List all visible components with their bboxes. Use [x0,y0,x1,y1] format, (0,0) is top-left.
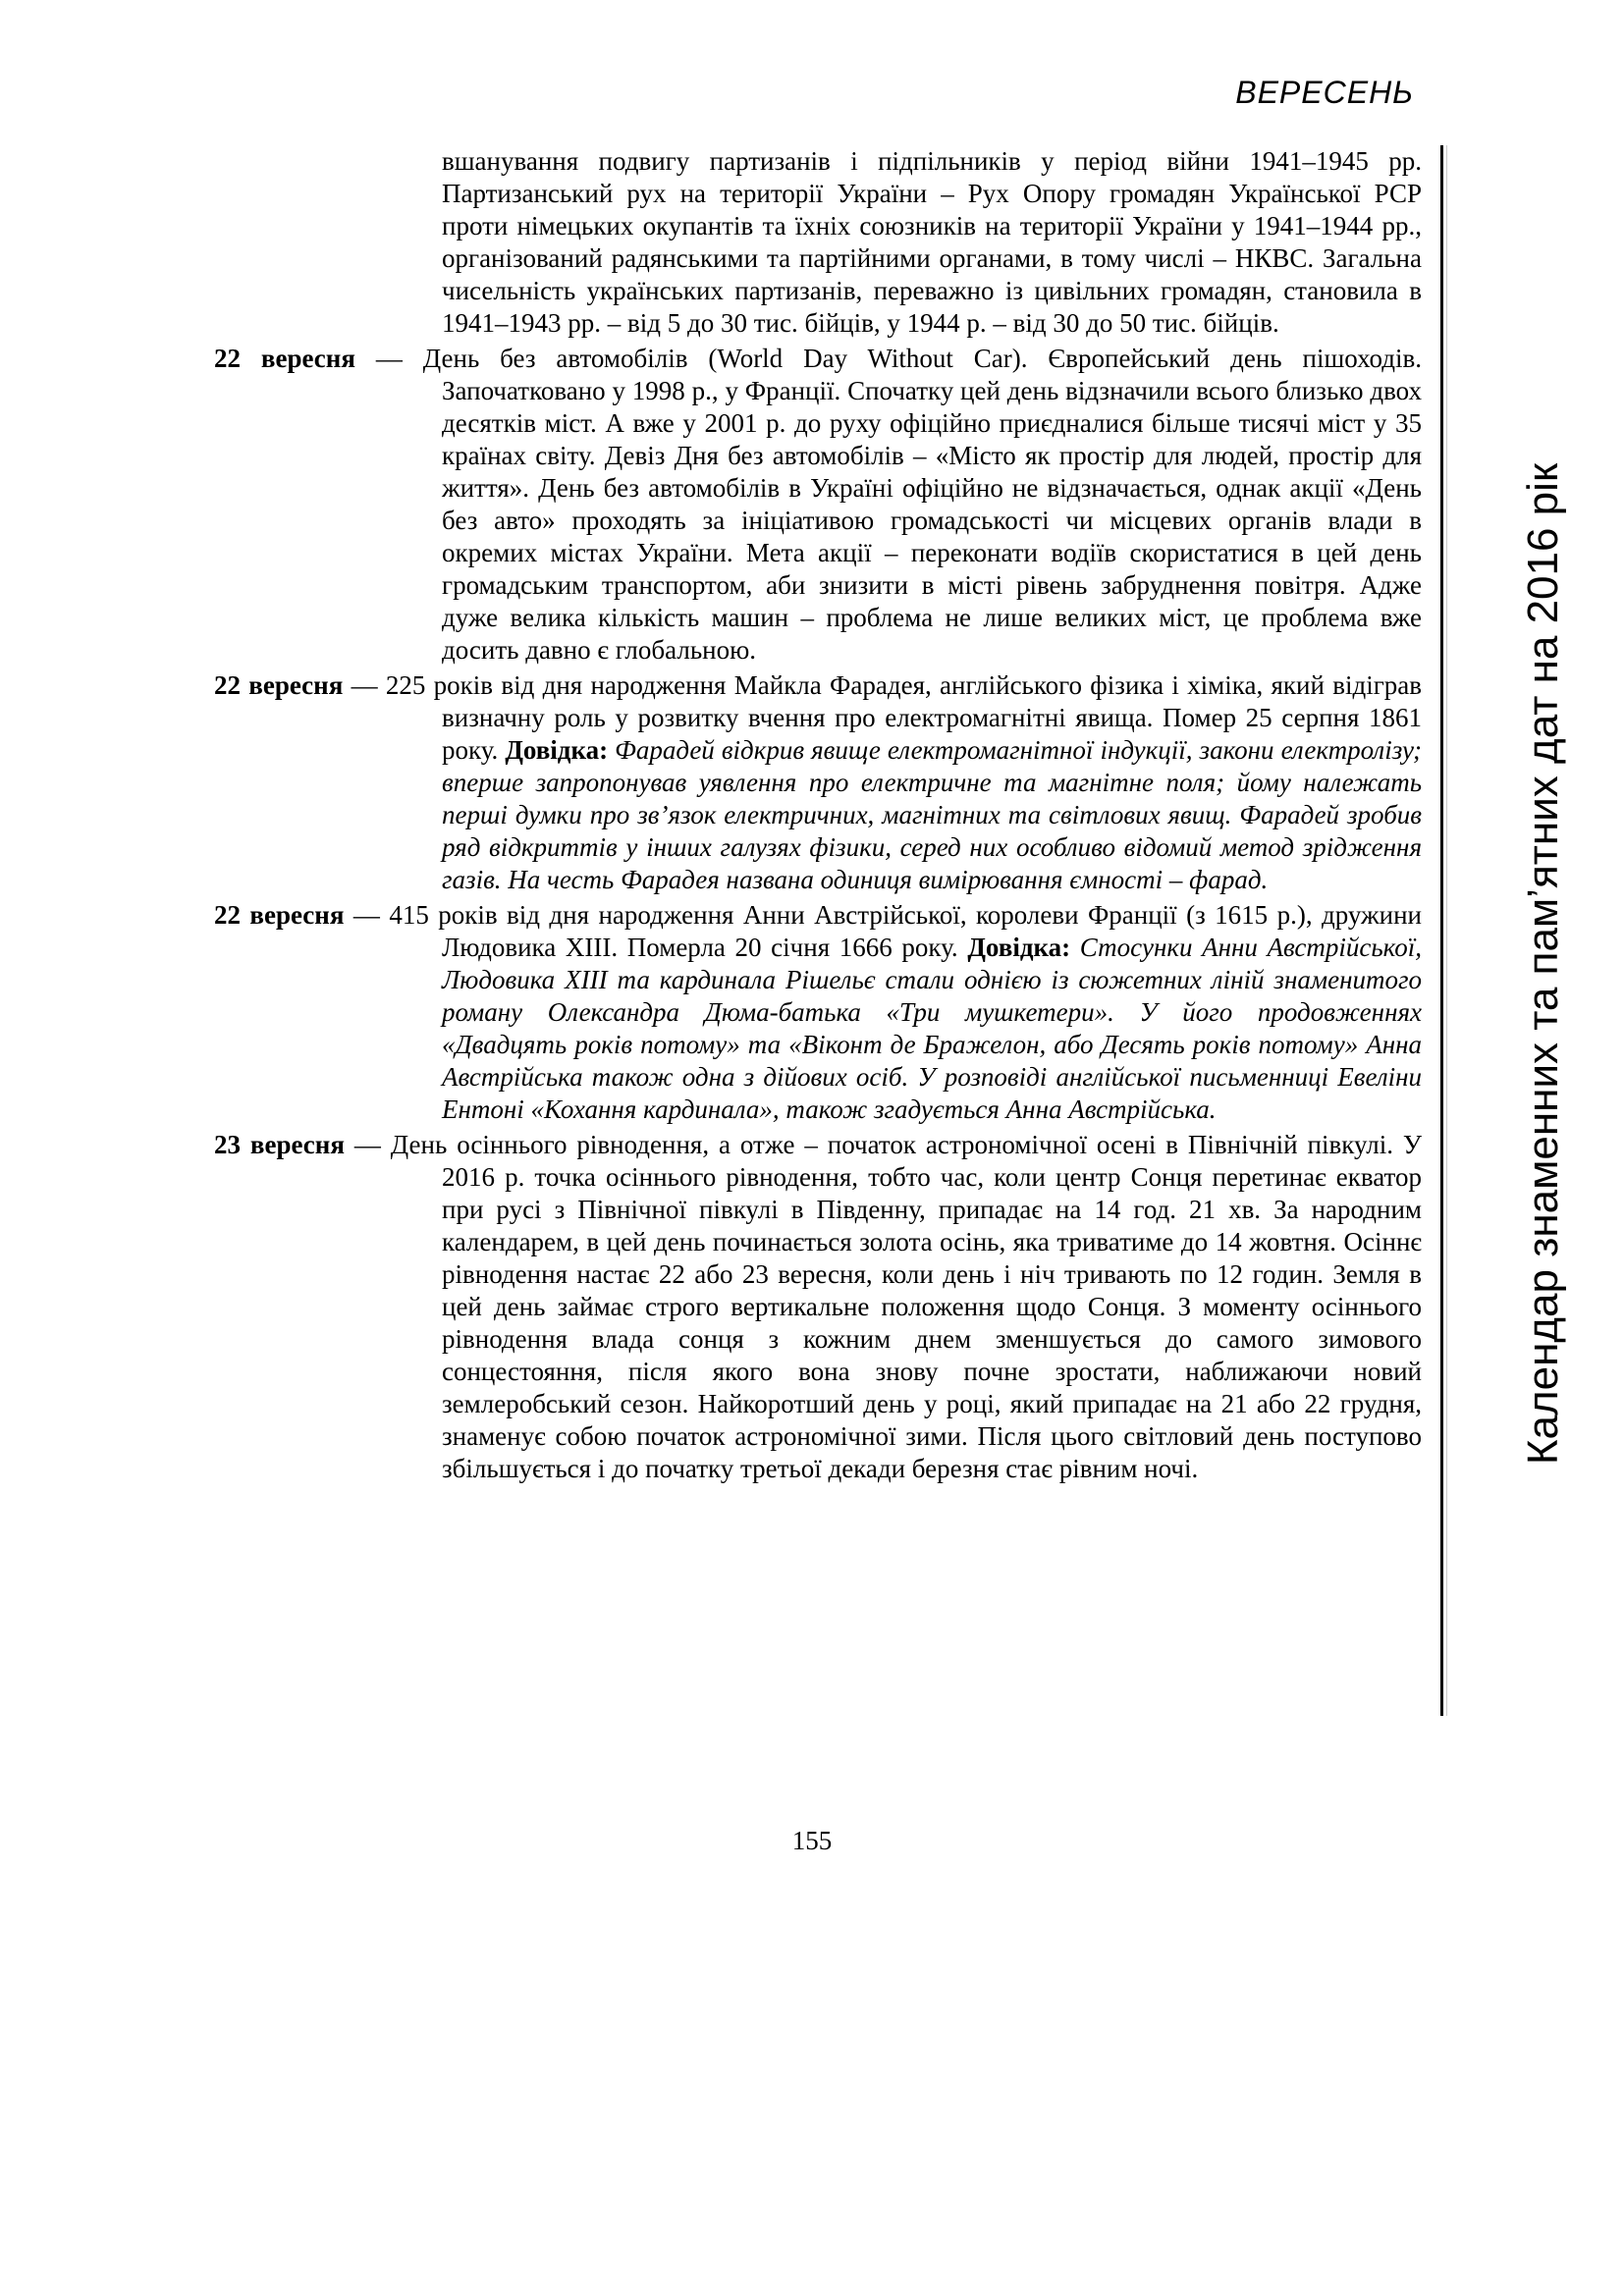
entry-date: 23 вересня [214,1130,345,1159]
entry-dash: — [343,670,386,700]
entry-text: 225 років від дня народження Майкла Фарадея, англійського фізика і хіміка, який відіграв визначну роль у розвитку вчення про електромагнітні явища. Помер 25 серпня 1861 року. [385,670,1422,765]
note-label: Довідка: [967,933,1071,962]
calendar-entry [214,669,1422,896]
page-content [214,145,1422,1485]
note-label: Довідка: [505,735,609,765]
page-number: 155 [791,1826,833,1855]
entry-dash: — [344,900,390,930]
entry-text: День без автомобілів (World Day Without Car). Європейський день пішоходів. Започатковано у 1998 р., у Франції. Спочатку цей день відзначили всього близько двох десятків міст. А вже у 2001 р. до руху офіційно приєдналися більше тисячі міст у 35 країнах світу. Девіз Дня без автомобілів – «Місто як простір для людей, простір для життя». День без автомобілів в Україні офіційно не відзначається, однак акції «День без авто» проходять за ініціативою громадськості чи місцевих органів влади в окремих містах України. Мета акції – переконати водіїв скористатися в цей день громадським транспортом, аби знизити в місті рівень забруднення повітря. Адже дуже велика кількість машин – проблема не лише великих міст, це проблема вже досить давно є глобальною. [422,344,1422,665]
entry-dash: — [344,1130,391,1159]
entry-dash: — [354,344,423,373]
entry-text: 415 років від дня народження Анни Австрійської, королеви Франції (з 1615 р.), дружини Людовика XIII. Померла 20 січня 1666 року. [389,900,1423,962]
margin-rule-shadow [1446,145,1447,1716]
calendar-entry [214,899,1422,1126]
intro-paragraph: вшанування подвигу партизанів і підпільників у період війни 1941–1945 рр. Партизанський рух на території України – Рух Опору громадян Української РСР проти німецьких окупантів та їхніх союзників на території України у 1941–1944 рр., організований радянськими та партійними органами, в тому числі – НКВС. Загальна чисельність українських партизанів, переважно із цивільних громадян, становила в 1941–1943 рр. – від 5 до 30 тис. бійців, у 1944 р. – від 30 до 50 тис. бійців. [442,146,1422,338]
calendar-entry [214,343,1422,667]
entry-date: 22 вересня [214,344,355,373]
entry-date: 22 вересня [214,900,345,930]
running-header: ВЕРЕСЕНЬ [1235,75,1414,110]
entry-text: День осіннього рівнодення, а отже – початок астрономічної осені в Північній півкулі. У 2016 р. точка осіннього рівнодення, тобто час, коли центр Сонця перетинає екватор при русі з Північної півкулі в Південну, припадає на 14 год. 21 хв. За народним календарем, в цей день починається золота осінь, яка триватиме до 14 жовтня. Осіннє рівнодення настає 22 або 23 вересня, коли день і ніч тривають по 12 годин. Земля в цей день займає строго вертикальне положення щодо Сонця. З моменту осіннього рівнодення влада сонця з кожним днем зменшується до самого зимового сонцестояння, після якого вона знову почне зростати, наближаючи новий землеробський сезон. Найкоротший день у році, який припадає на 21 або 22 грудня, знаменує собою початок астрономічної зими. Після цього світловий день поступово збільшується і до початку третьої декади березня стає рівним ночі. [390,1130,1423,1483]
entry-note: Стосунки Анни Австрійської, Людовика XIII та кардинала Рішельє стали однією із сюжетних ліній знаменитого роману Олександра Дюма-батька «Три мушкетери». У його продовженнях «Двадцять років потому» та «Віконт де Бражелон, або Десять років потому» Анна Австрійська також одна з дійових осіб. У розповіді англійської письменниці Евеліни Ентоні «Кохання кардинала», також згадується Анна Австрійська. [442,933,1422,1124]
entry-date: 22 вересня [214,670,344,700]
calendar-entry [214,1129,1422,1485]
entry-note: Фарадей відкрив явище електромагнітної індукції, закони електролізу; вперше запропонував уявлення про електричне та магнітне поля; йому належать перші думки про зв’язок електричних, магнітних та світлових явищ. Фарадей зробив ряд відкриттів у інших галузях фізики, серед них особливо відомий метод зрідження газів. На честь Фарадея названа одиниця вимірювання ємності – фарад. [442,735,1422,894]
margin-rule [1440,145,1443,1716]
side-title: Календар знаменних та пам’ятних дат на 2016 рік [1519,462,1567,1466]
